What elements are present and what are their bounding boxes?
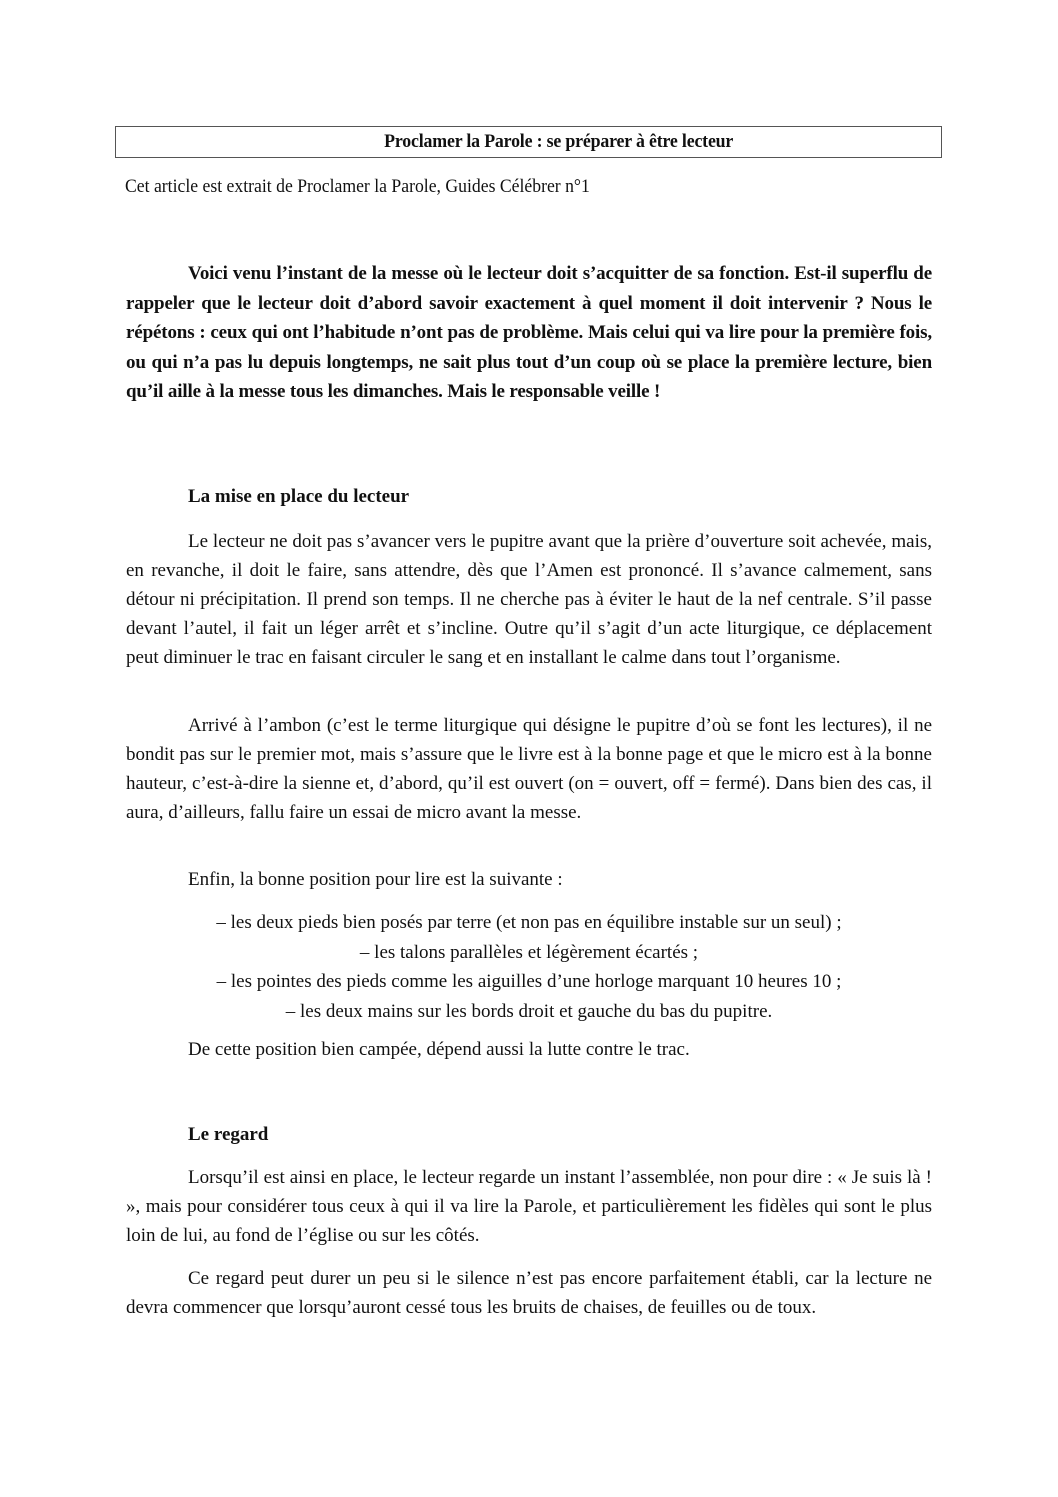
closing-sentence: De cette position bien campée, dépend aussi la lutte contre le trac. [188,1039,690,1060]
list-item: – les deux pieds bien posés par terre (et non pas en équilibre instable sur un seul) ; [216,912,842,933]
paragraph-text: Le lecteur ne doit pas s’avancer vers le pupitre avant que la prière d’ouverture soit achevée, mais, en revanche, il doit le faire, sans attendre, dès que l’Amen est prononcé. Il s’avance calmement, sans détour ni précipitation. Il prend son temps. Il ne cherche pas à éviter le haut de la nef centrale. S’il passe devant l’autel, il fait un léger arrêt et s’incline. Outre qu’il s’agit d’un acte liturgique, ce déplacement peut diminuer le trac en faisant circuler le sang et en installant le calme dans tout l’organisme. [126,531,932,668]
intro-paragraph [126,259,932,407]
list-item: – les pointes des pieds comme les aiguilles d’une horloge marquant 10 heures 10 ; [216,971,842,992]
title-box [115,126,942,158]
paragraph [126,527,932,672]
paragraph [126,1264,932,1322]
list-item: – les talons parallèles et légèrement écartés ; [359,941,699,963]
source-note: Cet article est extrait de Proclamer la Parole, Guides Célébrer n°1 [125,176,590,197]
section-heading-mise-en-place: La mise en place du lecteur [188,486,410,507]
paragraph-text: Ce regard peut durer un peu si le silence n’est pas encore parfaitement établi, car la lecture ne devra commencer que lorsqu’auront cessé tous les bruits de chaises, de feuilles ou de toux. [126,1268,932,1318]
document-title: Proclamer la Parole : se préparer à être lecteur [383,131,734,152]
intro-text: Voici venu l’instant de la messe où le lecteur doit s’acquitter de sa fonction. Est-il superflu de rappeler que le lecteur doit d’abord savoir exactement à quel moment il doit intervenir ? Nous le répétons : ceux qui ont l’habitude n’ont pas de problème. Mais celui qui va lire pour la première fois, ou qui n’a pas lu depuis longtemps, ne sait plus tout d’un coup où se place la première lecture, bien qu’il aille à la messe tous les dimanches. Mais le responsable veille ! [126,263,932,402]
position-list [126,908,932,1026]
list-item: – les deux mains sur les bords droit et gauche du bas du pupitre. [285,1000,773,1022]
paragraph [126,711,932,827]
list-intro: Enfin, la bonne position pour lire est la suivante : [188,869,563,890]
paragraph-text: Arrivé à l’ambon (c’est le terme liturgique qui désigne le pupitre d’où se font les lectures), il ne bondit pas sur le premier mot, mais s’assure que le livre est à la bonne page et que le micro est à la bonne hauteur, c’est-à-dire la sienne et, d’abord, qu’il est ouvert (on = ouvert, off = fermé). Dans bien des cas, il aura, d’ailleurs, fallu faire un essai de micro avant la messe. [126,715,932,823]
paragraph [126,1163,932,1250]
section-heading-regard: Le regard [188,1124,269,1145]
paragraph-text: Lorsqu’il est ainsi en place, le lecteur regarde un instant l’assemblée, non pour dire : « Je suis là ! », mais pour considérer tous ceux à qui il va lire la Parole, et particulièrement les fidèles qui sont le plus loin de lui, au fond de l’église ou sur les côtés. [126,1167,932,1246]
